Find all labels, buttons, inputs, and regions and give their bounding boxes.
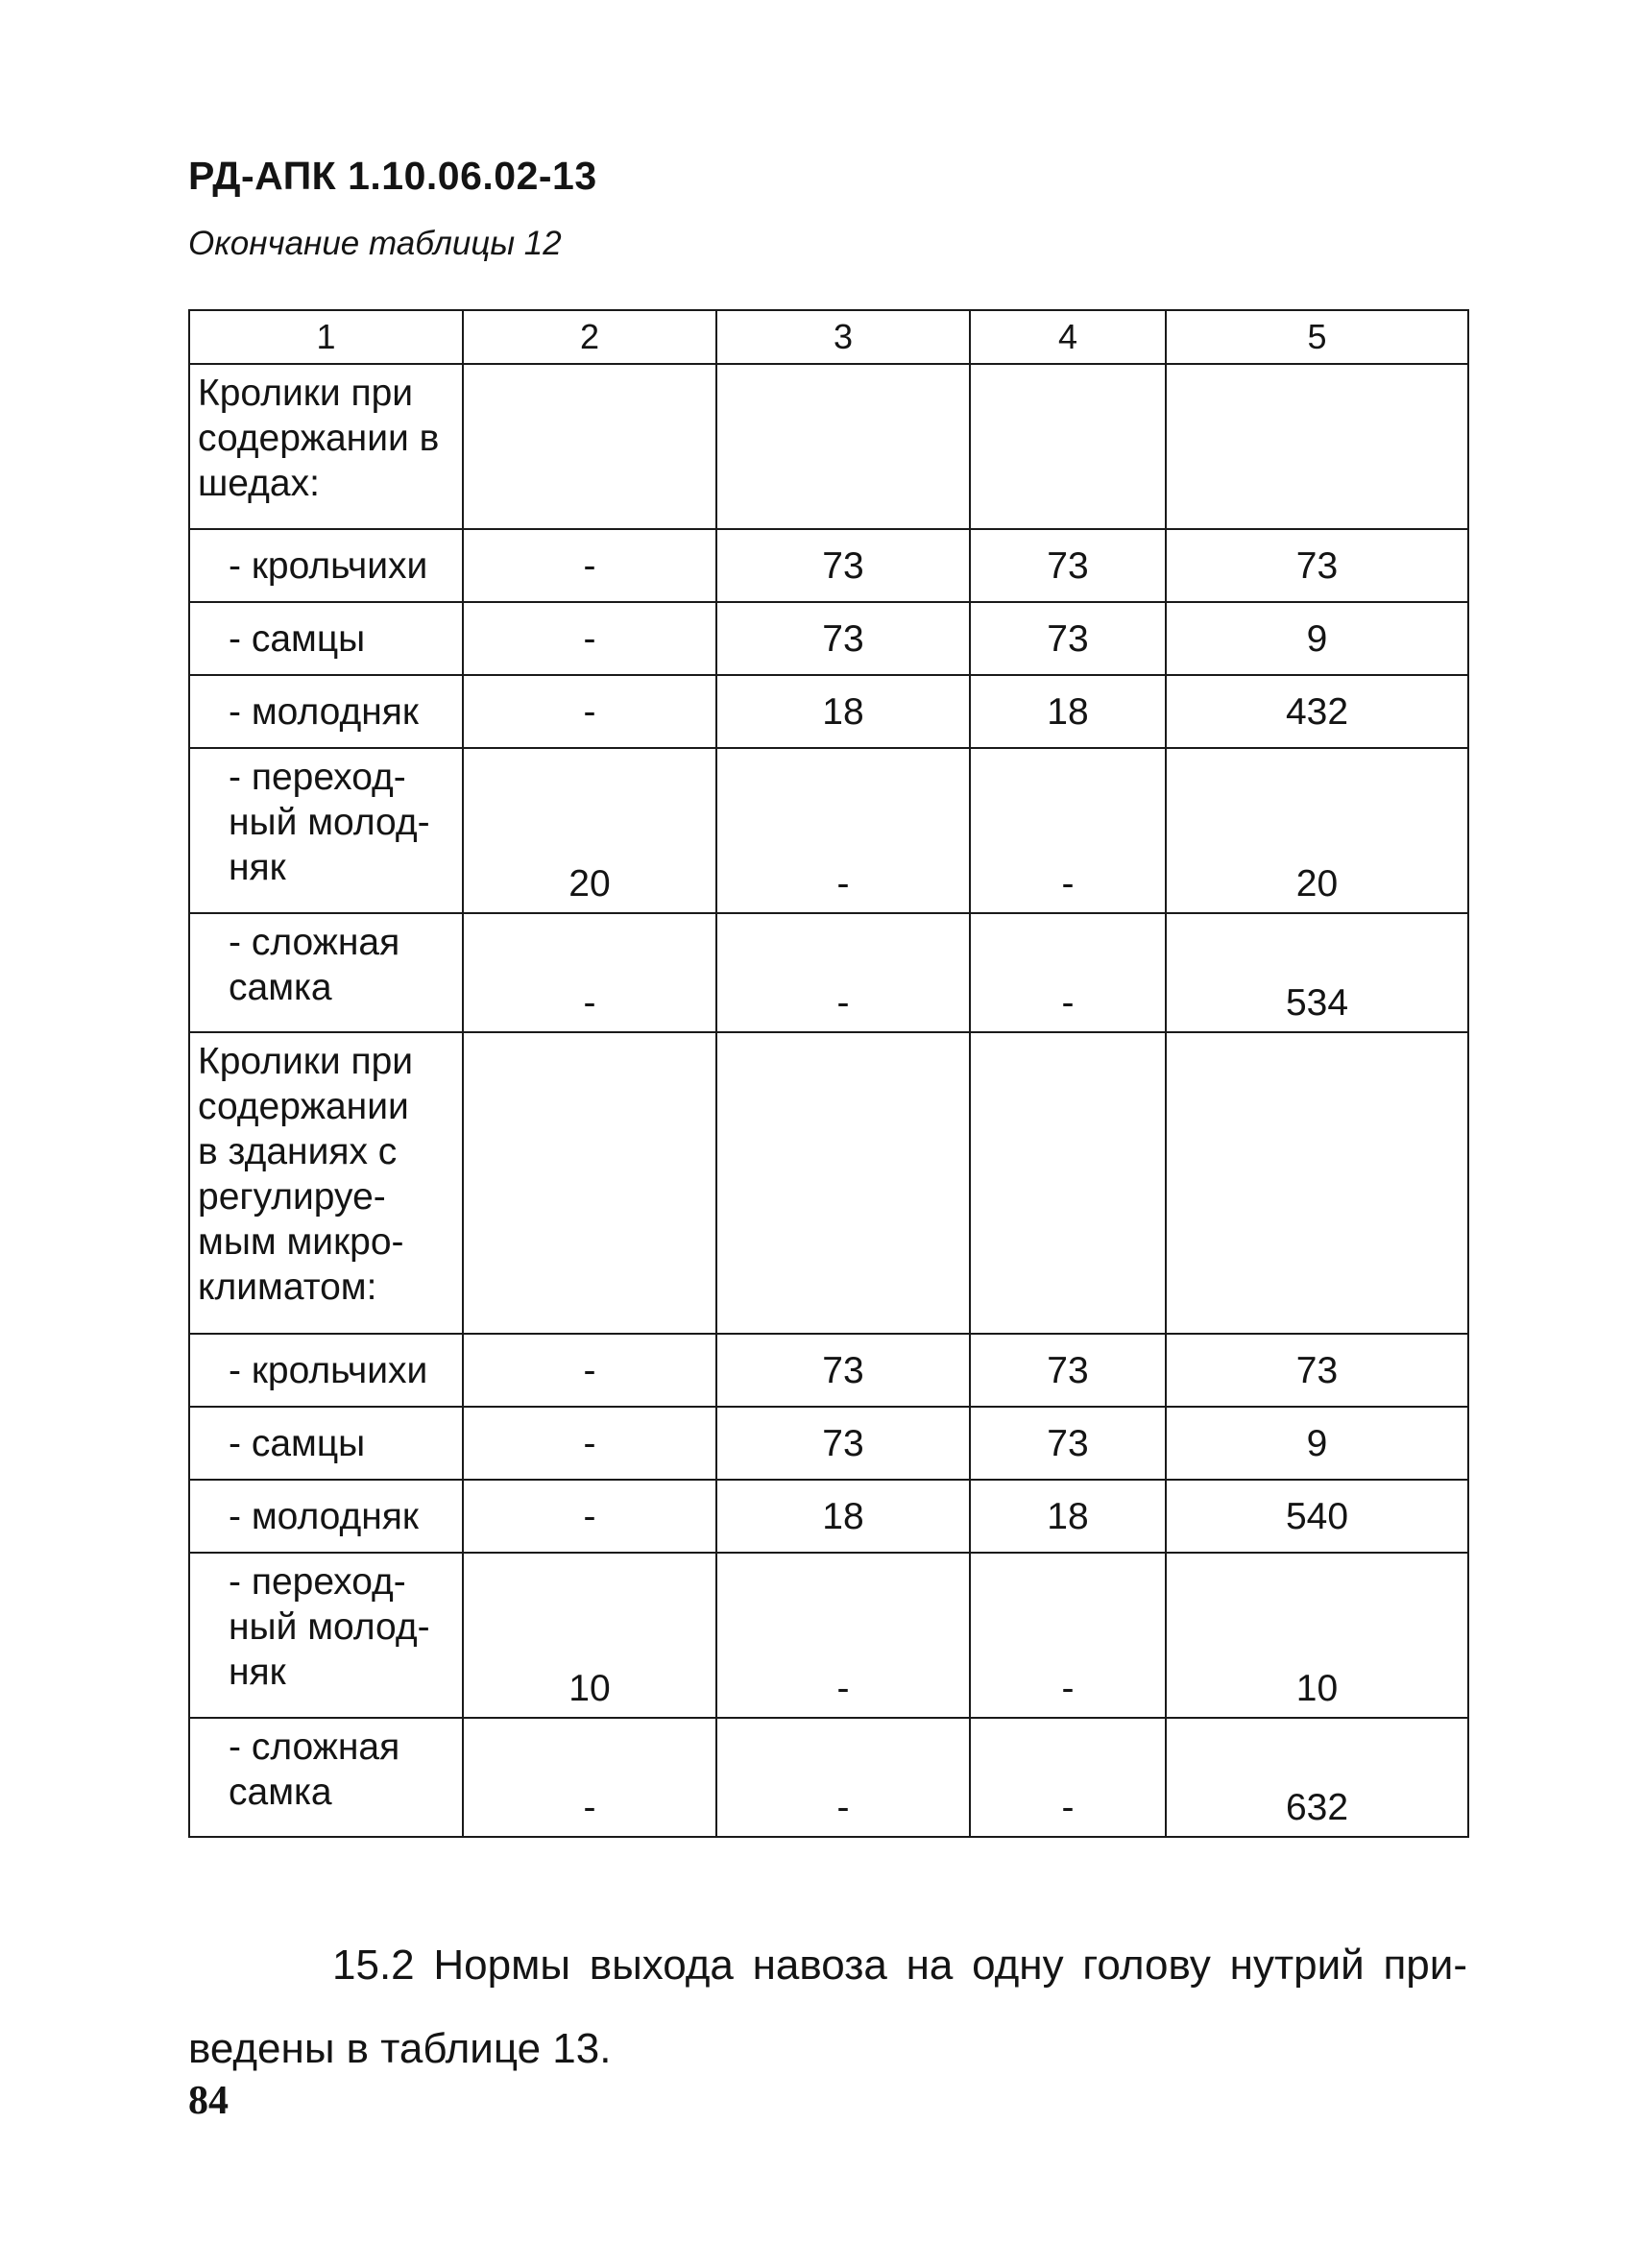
row-label: - самцы <box>189 1407 463 1480</box>
table-cell <box>716 364 970 529</box>
table-cell: 9 <box>1166 602 1468 675</box>
column-header: 4 <box>970 310 1166 364</box>
table-header-row <box>189 310 1468 364</box>
table-cell: 534 <box>1166 913 1468 1032</box>
page-number: 84 <box>188 2079 229 2123</box>
table-row <box>189 1553 1468 1718</box>
table-cell <box>463 1032 716 1334</box>
table-row <box>189 1480 1468 1553</box>
table-cell <box>1166 1032 1468 1334</box>
table-cell <box>970 364 1166 529</box>
table-cell: - <box>463 1480 716 1553</box>
table-row <box>189 602 1468 675</box>
table-cell: - <box>463 1407 716 1480</box>
table-cell: 73 <box>970 602 1166 675</box>
table-row <box>189 675 1468 748</box>
table-cell: - <box>463 913 716 1032</box>
table-row <box>189 1718 1468 1837</box>
table-cell: 73 <box>1166 1334 1468 1407</box>
column-header: 2 <box>463 310 716 364</box>
table-cell: 540 <box>1166 1480 1468 1553</box>
table-cell: 632 <box>1166 1718 1468 1837</box>
table-row <box>189 364 1468 529</box>
row-label: - переход- ный молод- няк <box>189 1553 463 1718</box>
row-label: - сложная самка <box>189 1718 463 1837</box>
table-cell: 18 <box>716 1480 970 1553</box>
table-row <box>189 913 1468 1032</box>
table-cell: 73 <box>716 529 970 602</box>
table-cell <box>463 364 716 529</box>
table-row <box>189 1407 1468 1480</box>
table-cell: - <box>463 1334 716 1407</box>
table-cell: 73 <box>716 1407 970 1480</box>
table-cell: 73 <box>1166 529 1468 602</box>
data-table <box>188 309 1469 1838</box>
table-row <box>189 748 1468 913</box>
table-cell <box>1166 364 1468 529</box>
table-cell: - <box>716 748 970 913</box>
table-cell: 20 <box>463 748 716 913</box>
row-label: - крольчихи <box>189 1334 463 1407</box>
table-cell: - <box>970 913 1166 1032</box>
row-label: Кролики при содержании в зданиях с регулируе- мым микро- климатом: <box>189 1032 463 1334</box>
row-label: - крольчихи <box>189 529 463 602</box>
table-cell: - <box>970 748 1166 913</box>
table-cell: - <box>716 1718 970 1837</box>
column-header: 1 <box>189 310 463 364</box>
table-cell: 9 <box>1166 1407 1468 1480</box>
table-cell: 432 <box>1166 675 1468 748</box>
table-cell: - <box>463 529 716 602</box>
table-cell: - <box>463 1718 716 1837</box>
table-row <box>189 1032 1468 1334</box>
paragraph-line: ведены в таблице 13. <box>188 2025 612 2072</box>
row-label: Кролики при содержании в шедах: <box>189 364 463 529</box>
table-cell: - <box>716 1553 970 1718</box>
paragraph-line: 15.2 Нормы выхода навоза на одну голову нутрий при- <box>332 1942 1467 1989</box>
row-label: - самцы <box>189 602 463 675</box>
table-cell: 73 <box>716 1334 970 1407</box>
column-header: 3 <box>716 310 970 364</box>
table-cell: 73 <box>970 1334 1166 1407</box>
row-label: - молодняк <box>189 675 463 748</box>
table-cell: 10 <box>1166 1553 1468 1718</box>
table-caption: Окончание таблицы 12 <box>188 225 562 262</box>
table-cell: - <box>463 675 716 748</box>
table-cell: 10 <box>463 1553 716 1718</box>
table-cell: - <box>716 913 970 1032</box>
table-cell: 73 <box>970 1407 1166 1480</box>
table-cell: 18 <box>970 675 1166 748</box>
column-header: 5 <box>1166 310 1468 364</box>
table-cell <box>716 1032 970 1334</box>
table-cell: - <box>463 602 716 675</box>
table-cell: 18 <box>716 675 970 748</box>
document-code: РД-АПК 1.10.06.02-13 <box>188 154 597 198</box>
row-label: - сложная самка <box>189 913 463 1032</box>
table-cell: - <box>970 1718 1166 1837</box>
table-row <box>189 529 1468 602</box>
body-paragraph <box>188 1923 1467 2090</box>
table-cell: 18 <box>970 1480 1166 1553</box>
table-row <box>189 1334 1468 1407</box>
table-cell: 73 <box>716 602 970 675</box>
table-cell: 20 <box>1166 748 1468 913</box>
table-cell: - <box>970 1553 1166 1718</box>
table-cell: 73 <box>970 529 1166 602</box>
row-label: - молодняк <box>189 1480 463 1553</box>
row-label: - переход- ный молод- няк <box>189 748 463 913</box>
table-cell <box>970 1032 1166 1334</box>
